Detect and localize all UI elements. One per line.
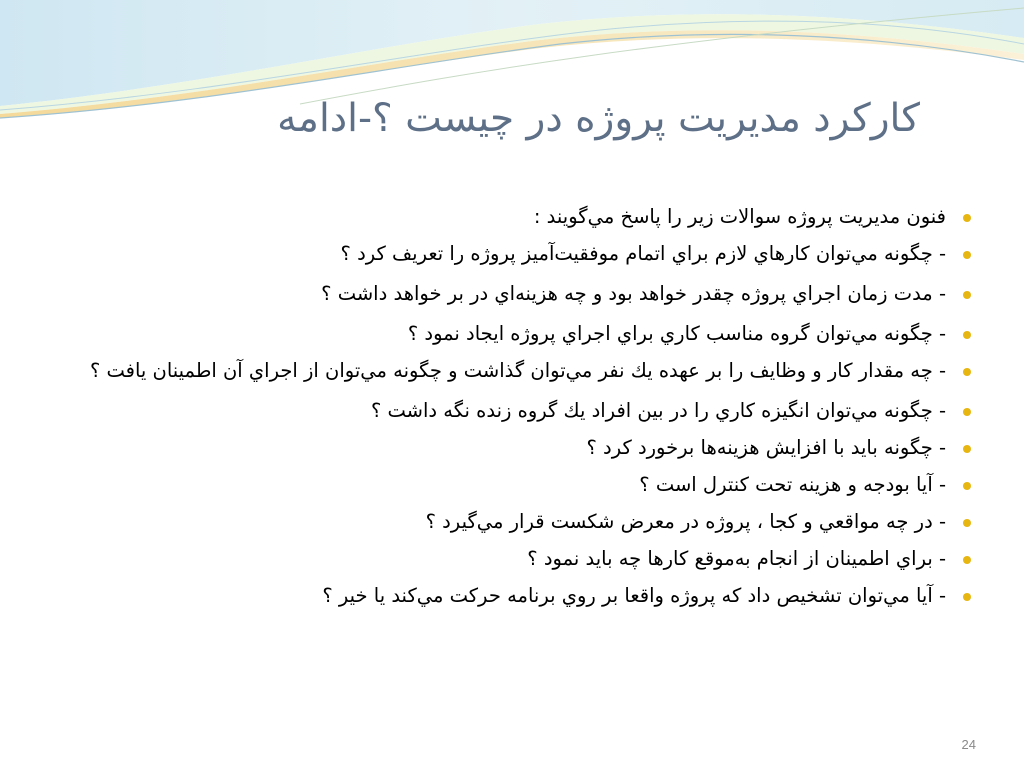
slide-title: کارکرد مديريت پروژه در چيست ؟-ادامه: [277, 96, 920, 141]
bullet-text: - آيا مي‌توان تشخيص داد كه پروژه واقعا بر روي برنامه حركت مي‌كند يا خير ؟: [322, 584, 946, 607]
bullet-text: - چگونه مي‌توان گروه مناسب كاري براي اجراي پروژه ايجاد نمود ؟: [407, 322, 946, 345]
bullet-text: فنون مديريت پروژه سوالات زير را پاسخ مي‌گويند :: [533, 205, 946, 228]
page-number: 24: [961, 737, 976, 752]
bullet-list-container: [58, 201, 974, 768]
bullet-item: [58, 201, 974, 232]
bullet-item: [58, 355, 974, 386]
bullet-item: [58, 318, 974, 349]
bullet-marker: [963, 445, 971, 453]
bullet-item: [58, 580, 974, 611]
bullet-text: - در چه مواقعي و كجا ، پروژه در معرض شكست قرار مي‌گيرد ؟: [425, 510, 946, 533]
bullet-marker: [963, 593, 971, 601]
bullet-marker: [963, 331, 971, 339]
bullet-text: - چگونه مي‌توان انگيزه كاري را در بين افراد يك گروه زنده نگه داشت ؟: [370, 399, 946, 422]
bullet-marker: [963, 519, 971, 527]
bullet-item: [58, 395, 974, 426]
bullet-item: [58, 543, 974, 574]
bullet-marker: [963, 214, 971, 222]
bullet-text: - چگونه بايد با افزايش هزينه‌ها برخورد كرد ؟: [586, 436, 946, 459]
bullet-list: [58, 201, 974, 611]
bullet-item: [58, 278, 974, 309]
bullet-text: - چه مقدار كار و وظايف را بر عهده يك نفر مي‌توان گذاشت و چگونه مي‌توان از اجراي آن اطمينان يافت ؟: [89, 359, 946, 382]
bullet-marker: [963, 251, 971, 259]
bullet-marker: [963, 368, 971, 376]
bullet-marker: [963, 556, 971, 564]
bullet-text: - براي اطمينان از انجام به‌موقع كارها چه بايد نمود ؟: [527, 547, 946, 570]
bullet-item: [58, 469, 974, 500]
bullet-item: [58, 432, 974, 463]
bullet-item: [58, 506, 974, 537]
bullet-text: - مدت زمان اجراي پروژه چقدر خواهد بود و چه هزينه‌اي در بر خواهد داشت ؟: [321, 282, 946, 305]
bullet-text: - آيا بودجه و هزينه تحت كنترل است ؟: [639, 473, 946, 496]
bullet-marker: [963, 482, 971, 490]
bullet-item: [58, 238, 974, 269]
bullet-marker: [963, 408, 971, 416]
bullet-text: - چگونه مي‌توان كارهاي لازم براي اتمام موفقيت‌آميز پروژه را تعريف كرد ؟: [340, 242, 946, 265]
bullet-marker: [963, 291, 971, 299]
